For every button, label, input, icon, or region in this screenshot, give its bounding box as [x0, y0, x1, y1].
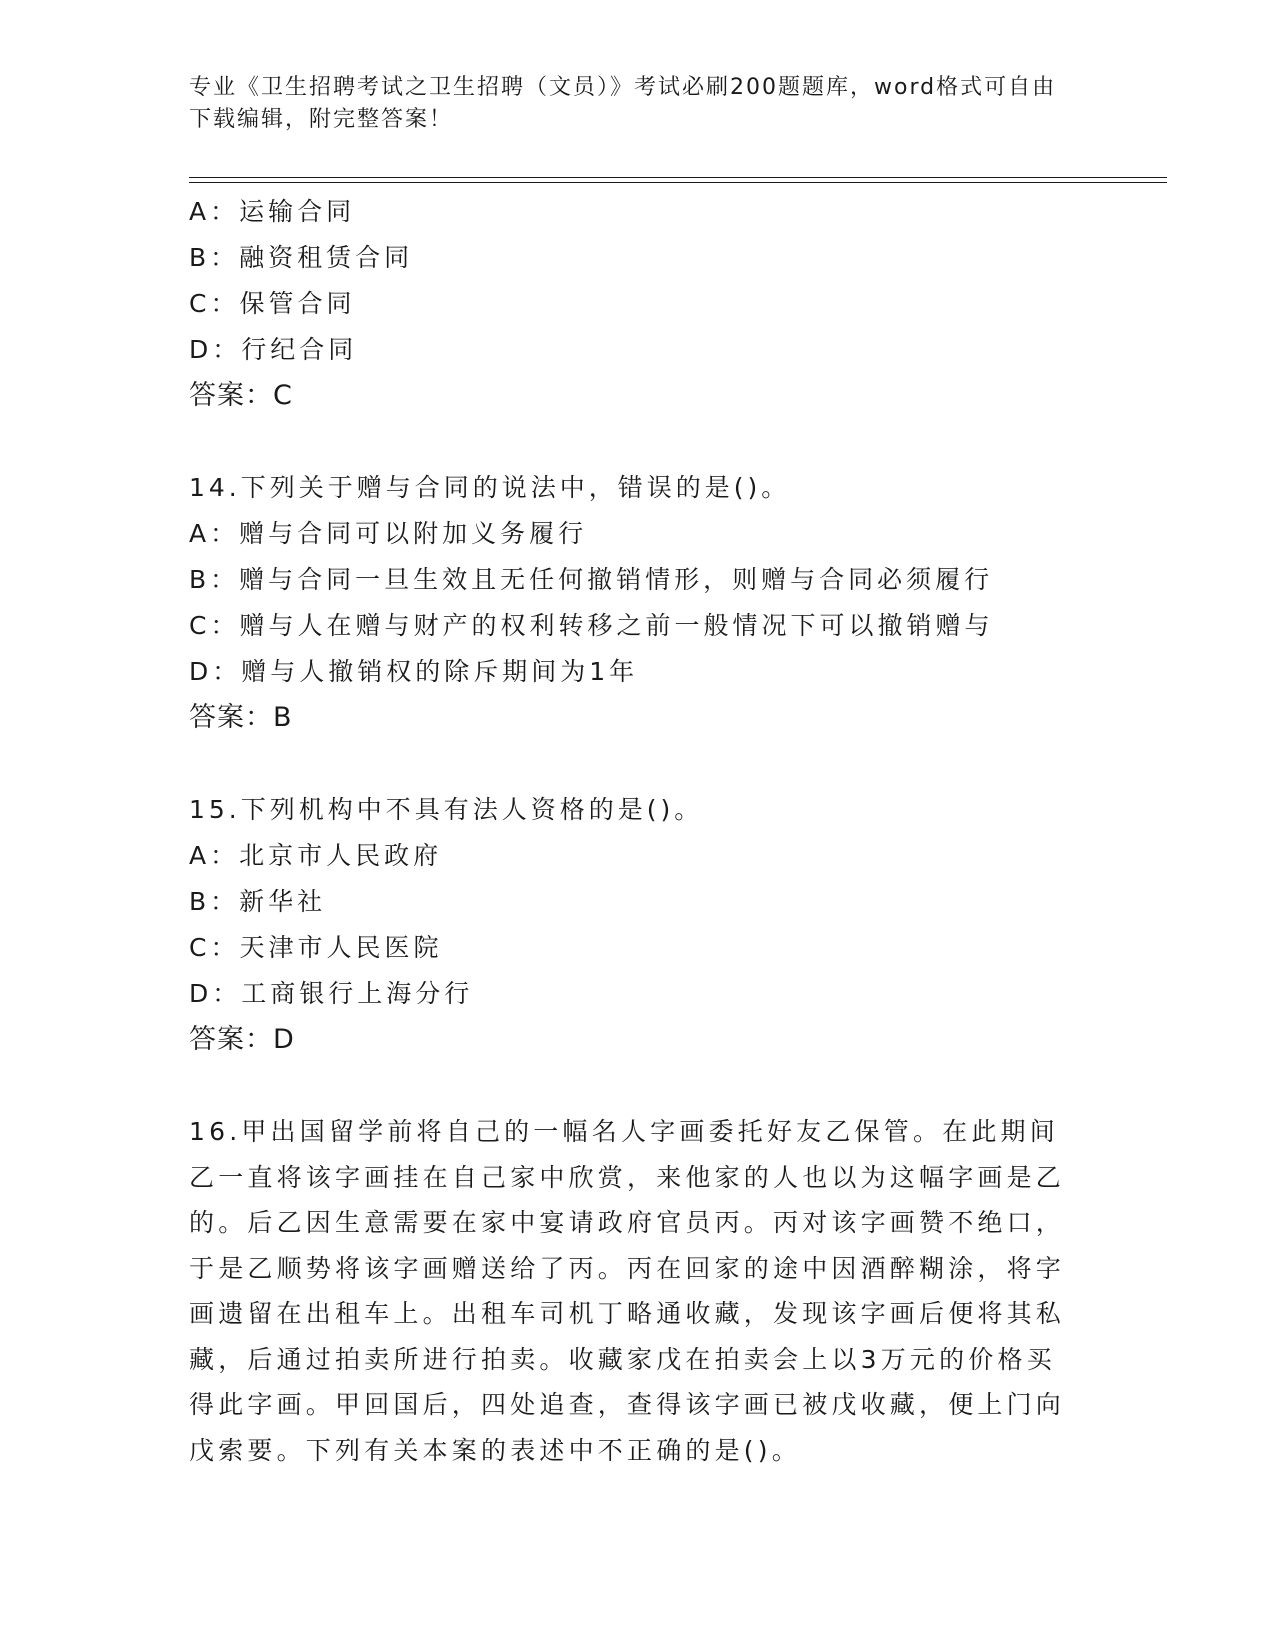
spacer: [189, 741, 1089, 787]
question-16-block: [189, 1109, 1089, 1473]
question-13-block: [189, 189, 1089, 419]
option-a: A：赠与合同可以附加义务履行: [189, 519, 588, 548]
option-d: D：工商银行上海分行: [189, 979, 474, 1008]
question-text: 14.下列关于赠与合同的说法中，错误的是()。: [189, 473, 791, 502]
option-c: C：赠与人在赠与财产的权利转移之前一般情况下可以撤销赠与: [189, 611, 994, 640]
header-rule-bottom: [189, 182, 1167, 183]
option-d: D：赠与人撤销权的除斥期间为1年: [189, 657, 639, 686]
option-a: A：北京市人民政府: [189, 841, 443, 870]
option-b: B：新华社: [189, 887, 327, 916]
document-body: [189, 189, 1089, 1473]
option-c: C：天津市人民医院: [189, 933, 443, 962]
option-d: D：行纪合同: [189, 335, 358, 364]
spacer: [189, 419, 1089, 465]
answer-line: 答案：C: [189, 380, 293, 411]
question-14-block: [189, 465, 1089, 741]
option-b: B：融资租赁合同: [189, 243, 414, 272]
header-rule-top: [189, 177, 1167, 178]
answer-line: 答案：B: [189, 702, 293, 733]
question-text: 16.甲出国留学前将自己的一幅名人字画委托好友乙保管。在此期间乙一直将该字画挂在自己家中欣赏，来他家的人也以为这幅字画是乙的。后乙因生意需要在家中宴请政府官员丙。丙对该字画赞不绝口，于是乙顺势将该字画赠送给了丙。丙在回家的途中因酒醉糊涂，将字画遗留在出租车上。出租车司机丁略通收藏，发现该字画后便将其私藏，后通过拍卖所进行拍卖。收藏家戊在拍卖会上以3万元的价格买得此字画。甲回国后，四处追查，查得该字画已被戊收藏，便上门向戊索要。下列有关本案的表述中不正确的是()。: [189, 1117, 1066, 1465]
answer-line: 答案：D: [189, 1024, 295, 1055]
option-c: C：保管合同: [189, 289, 356, 318]
question-text: 15.下列机构中不具有法人资格的是()。: [189, 795, 704, 824]
option-a: A：运输合同: [189, 197, 356, 226]
option-b: B：赠与合同一旦生效且无任何撤销情形，则赠与合同必须履行: [189, 565, 994, 594]
question-15-block: [189, 787, 1089, 1063]
spacer: [189, 1063, 1089, 1109]
document-header: 专业《卫生招聘考试之卫生招聘（文员）》考试必刷200题题库，word格式可自由下载编辑，附完整答案！: [189, 75, 1057, 132]
